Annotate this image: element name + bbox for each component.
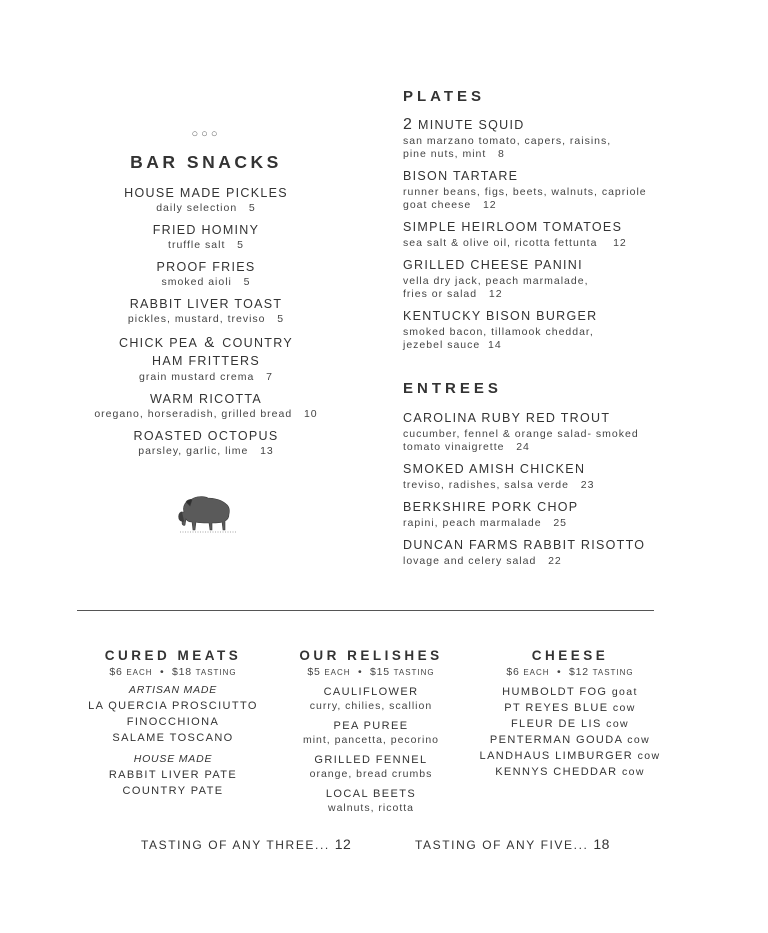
relishes-list: [290, 685, 452, 815]
menu-item-name: BERKSHIRE PORK CHOP: [403, 500, 579, 514]
menu-item-desc: treviso, radishes, salsa verde 23: [403, 479, 595, 491]
cheese-item: PENTERMAN GOUDA cow: [489, 734, 651, 746]
bar-snacks-list: [82, 186, 330, 458]
menu-item-name: BISON TARTARE: [403, 169, 519, 183]
menu-item-desc: rapini, peach marmalade 25: [403, 517, 567, 529]
tasting-five: TASTING OF ANY FIVE... 18: [415, 836, 610, 852]
menu-item-desc: lovage and celery salad 22: [403, 555, 562, 567]
entrees-list: [403, 411, 673, 568]
plates-list: [403, 117, 673, 352]
menu-item: [403, 220, 673, 250]
plates-title: PLATES: [403, 88, 486, 105]
ampersand: &: [204, 334, 216, 351]
bison-icon: [176, 492, 240, 538]
cured-meat-item: LA QUERCIA PROSCIUTTO: [88, 700, 258, 712]
artisan-made-label: ARTISAN MADE: [128, 684, 218, 696]
menu-item-desc: san marzano tomato, capers, raisins, pine nuts, mint 8: [403, 135, 612, 160]
menu-item-number: 2: [403, 116, 414, 133]
cheese-item: PT REYES BLUE cow: [504, 702, 636, 714]
menu-item: [82, 429, 330, 458]
menu-item: [403, 258, 673, 301]
menu-item-name: KENTUCKY BISON BURGER: [403, 309, 598, 323]
cured-meat-item: COUNTRY PATE: [122, 785, 224, 797]
cured-meats-title: CURED MEATS: [104, 648, 242, 663]
entrees-title: ENTREES: [403, 380, 502, 397]
cheese-list: [474, 684, 666, 780]
menu-item-desc: smoked bacon, tillamook cheddar, jezebel sauce 14: [403, 326, 594, 351]
menu-item-name: GRILLED CHEESE PANINI: [403, 258, 583, 272]
menu-item-desc: grain mustard crema 7: [139, 371, 273, 383]
cheese-item: LANDHAUS LIMBURGER cow: [479, 750, 661, 762]
cheese-title: CHEESE: [531, 648, 609, 663]
menu-item-name: SIMPLE HEIRLOOM TOMATOES: [403, 220, 623, 234]
menu-item: [403, 462, 673, 492]
relish-desc: orange, bread crumbs: [309, 768, 433, 780]
menu-item-name: FRIED HOMINY: [152, 223, 260, 237]
menu-item-desc: sea salt & olive oil, ricotta fettunta 12: [403, 237, 627, 249]
menu-item: [403, 169, 673, 212]
menu-item-desc: daily selection 5: [156, 202, 256, 214]
house-made-list: [82, 767, 264, 799]
menu-item: [403, 411, 673, 454]
cheese-milk: cow: [606, 718, 630, 730]
cured-meats-price: $6 EACH • $18 TASTING: [109, 666, 237, 678]
relish-item: [290, 719, 452, 747]
cheese-price: $6 EACH • $12 TASTING: [506, 666, 634, 678]
menu-item-desc: truffle salt 5: [168, 239, 244, 251]
menu-item-name: WARM RICOTTA: [149, 392, 263, 406]
menu-item-name: DUNCAN FARMS RABBIT RISOTTO: [403, 538, 646, 552]
entrees-section: [403, 380, 673, 568]
cured-meat-item: FINOCCHIONA: [126, 716, 220, 728]
menu-item-desc: pickles, mustard, treviso 5: [127, 313, 285, 325]
menu-item-desc: vella dry jack, peach marmalade, fries or salad 12: [403, 275, 589, 300]
menu-item-name: 2 MINUTE SQUID: [403, 116, 525, 133]
menu-item: [82, 260, 330, 289]
menu-item-desc: runner beans, figs, beets, walnuts, capriole goat cheese 12: [403, 186, 647, 211]
cheese-milk: cow: [621, 766, 645, 778]
cured-meat-item: SALAME TOSCANO: [112, 732, 234, 744]
menu-item: [82, 297, 330, 326]
relishes-price: $5 EACH • $15 TASTING: [307, 666, 435, 678]
menu-item: [403, 117, 673, 161]
menu-item: [403, 500, 673, 530]
artisan-list: [82, 698, 264, 746]
relish-item: [290, 787, 452, 815]
menu-item-desc: oregano, horseradish, grilled bread 10: [94, 408, 318, 420]
relish-name: PEA PUREE: [333, 720, 409, 732]
cheese-item: KENNYS CHEDDAR cow: [495, 766, 645, 778]
menu-item: [82, 392, 330, 421]
plates-section: [403, 88, 673, 352]
menu-item: [403, 309, 673, 352]
menu-item-name: ROASTED OCTOPUS: [133, 429, 279, 443]
tasting-three: TASTING OF ANY THREE... 12: [141, 836, 352, 852]
house-made-label: HOUSE MADE: [133, 753, 213, 765]
relishes-title: OUR RELISHES: [299, 648, 443, 663]
relish-name: CAULIFLOWER: [323, 686, 419, 698]
relish-item: [290, 753, 452, 781]
cheese-item: FLEUR DE LIS cow: [510, 718, 630, 730]
menu-item-name: HOUSE MADE PICKLES: [124, 186, 288, 200]
relish-desc: walnuts, ricotta: [327, 802, 415, 814]
cured-meat-item: RABBIT LIVER PATE: [108, 769, 238, 781]
relish-item: [290, 685, 452, 713]
relish-desc: curry, chilies, scallion: [309, 700, 433, 712]
relish-desc: mint, pancetta, pecorino: [302, 734, 440, 746]
relish-name: GRILLED FENNEL: [314, 754, 428, 766]
cured-meats-section: [82, 648, 264, 799]
cheese-milk: cow: [637, 750, 661, 762]
relish-name: LOCAL BEETS: [325, 788, 417, 800]
cheese-section: [474, 648, 666, 780]
section-divider: [77, 610, 654, 611]
menu-item-desc: parsley, garlic, lime 13: [138, 445, 274, 457]
menu-item: [403, 538, 673, 568]
menu-item: [82, 334, 330, 384]
menu-item-name: CHICK PEA & COUNTRY HAM FRITTERS: [119, 334, 293, 368]
menu-item-name: SMOKED AMISH CHICKEN: [403, 462, 586, 476]
cheese-milk: cow: [612, 702, 636, 714]
menu-item-desc: cucumber, fennel & orange salad- smoked tomato vinaigrette 24: [403, 428, 639, 453]
menu-item-name: CAROLINA RUBY RED TROUT: [403, 411, 611, 425]
relishes-section: [290, 648, 452, 815]
menu-item: [82, 186, 330, 215]
ornament-icon: ○○○: [191, 128, 221, 140]
menu-item-name: PROOF FRIES: [156, 260, 256, 274]
menu-item-desc: smoked aioli 5: [161, 276, 251, 288]
bar-snacks-title: BAR SNACKS: [130, 152, 282, 172]
menu-item: [82, 223, 330, 252]
menu-item-name: RABBIT LIVER TOAST: [129, 297, 283, 311]
bar-snacks-section: [82, 128, 330, 458]
cheese-milk: goat: [611, 686, 638, 698]
cheese-milk: cow: [627, 734, 651, 746]
cheese-item: HUMBOLDT FOG goat: [502, 686, 638, 698]
